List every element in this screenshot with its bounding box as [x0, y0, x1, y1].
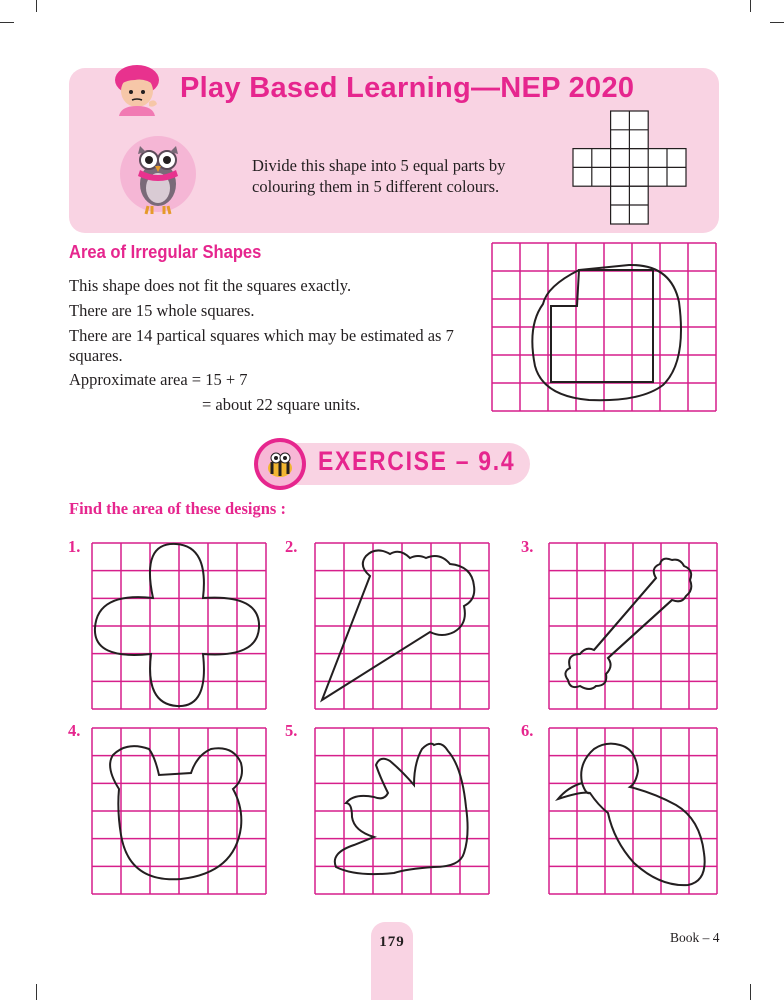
glove-design-grid — [314, 727, 490, 895]
area-line-5: = about 22 square units. — [202, 395, 361, 414]
crop-mark — [36, 0, 37, 12]
crop-mark — [750, 0, 751, 12]
play-learning-title: Play Based Learning—NEP 2020 — [180, 72, 635, 104]
play-instruction: Divide this shape into 5 equal parts by colouring them in 5 different colours. — [252, 156, 506, 196]
bird-design-grid — [548, 727, 718, 895]
bone-design-grid — [548, 542, 718, 710]
crop-mark — [770, 22, 784, 23]
area-line-2: There are 15 whole squares. — [69, 301, 255, 320]
crop-mark — [0, 22, 14, 23]
owl-icon — [118, 132, 202, 224]
flower-design-grid — [91, 542, 267, 710]
book-label: Book – 4 — [670, 930, 720, 945]
bee-badge-icon — [252, 436, 308, 492]
exercise-prompt: Find the area of these designs : — [69, 499, 286, 518]
area-line-4: Approximate area = 15 + 7 — [69, 370, 248, 389]
crop-mark — [750, 984, 751, 1000]
item-number-5: 5. — [285, 721, 298, 740]
item-number-3: 3. — [521, 537, 534, 556]
item-number-4: 4. — [68, 721, 81, 740]
example-grid — [491, 242, 717, 412]
page-number: 179 — [379, 934, 405, 950]
exercise-title: EXERCISE – 9.4 — [318, 446, 516, 476]
item-number-1: 1. — [68, 537, 81, 556]
item-number-6: 6. — [521, 721, 534, 740]
area-line-1: This shape does not fit the squares exactly. — [69, 276, 352, 295]
bear-design-grid — [91, 727, 267, 895]
item-number-2: 2. — [285, 537, 298, 556]
cross-shape-grid — [572, 110, 688, 226]
crop-mark — [36, 984, 37, 1000]
icecream-design-grid — [314, 542, 490, 710]
area-line-3: There are 14 partical squares which may be estimated as 7 squares. — [69, 326, 454, 365]
section-title: Area of Irregular Shapes — [69, 242, 262, 262]
girl-icon — [105, 58, 167, 118]
